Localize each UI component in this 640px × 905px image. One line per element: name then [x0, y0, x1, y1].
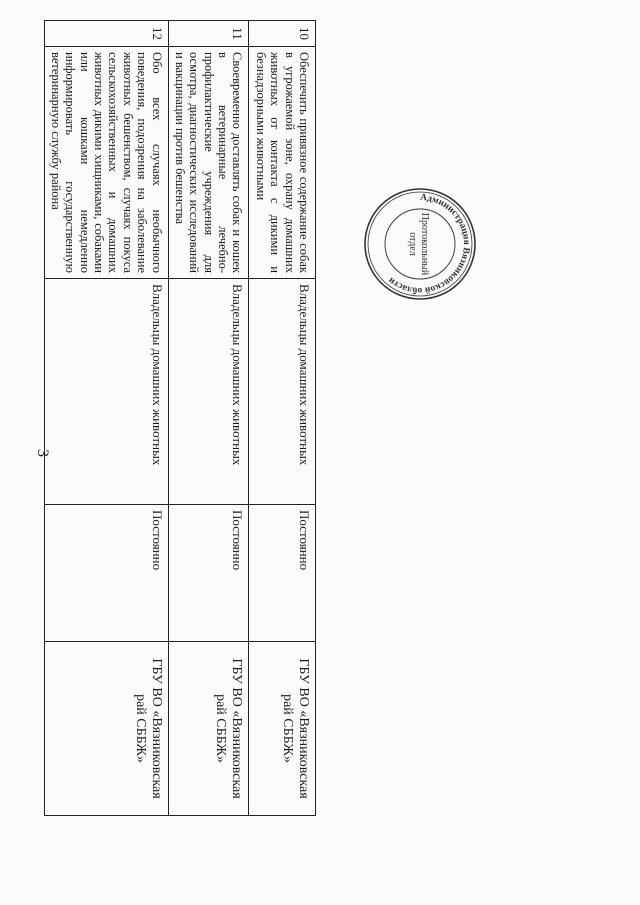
stamp-center-line2: отдел	[407, 232, 418, 256]
row-responsible: ГБУ ВО «Вязниковская рай СББЖ»	[168, 642, 249, 816]
row-number: 12	[44, 21, 168, 47]
row-deadline: Постоянно	[249, 505, 316, 642]
row-action: Обо всех случаях необычного поведения, подозрения на заболевание животных бешенством, случаях покуса сельскохозяйственных и домашних животных дикими хищниками, собаками или кошками немедленно информировать государственную ветеринарную службу района	[44, 47, 168, 279]
measures-table	[44, 20, 316, 816]
row-action: Обеспечить привязное содержание собак в угрожаемой зоне, охрану домашних животных от контакта с дикими и безнадзорными животными	[249, 47, 316, 279]
table-row	[44, 21, 168, 816]
row-responsible: ГБУ ВО «Вязниковская рай СББЖ»	[249, 642, 316, 816]
table-row	[249, 21, 316, 816]
row-action: Своевременно доставлять собак и кошек в ветеринарные лечебно-профилактические учреждения для осмотра, диагностических исследований и вакцинации против бешенства	[168, 47, 249, 279]
stamp-ring-text: Администрация Вязниковской области	[386, 192, 472, 296]
row-executor: Владельцы домашних животных	[249, 279, 316, 505]
table-row	[168, 21, 249, 816]
row-number: 10	[249, 21, 316, 47]
stamp-center-line1: Протокольный	[419, 212, 430, 276]
row-number: 11	[168, 21, 249, 47]
page-number: 3	[34, 449, 51, 457]
rotated-table-wrapper	[49, 20, 316, 815]
row-executor: Владельцы домашних животных	[44, 279, 168, 505]
row-executor: Владельцы домашних животных	[168, 279, 249, 505]
row-responsible: ГБУ ВО «Вязниковская рай СББЖ»	[44, 642, 168, 816]
row-deadline: Постоянно	[44, 505, 168, 642]
official-stamp	[362, 186, 478, 302]
row-deadline: Постоянно	[168, 505, 249, 642]
